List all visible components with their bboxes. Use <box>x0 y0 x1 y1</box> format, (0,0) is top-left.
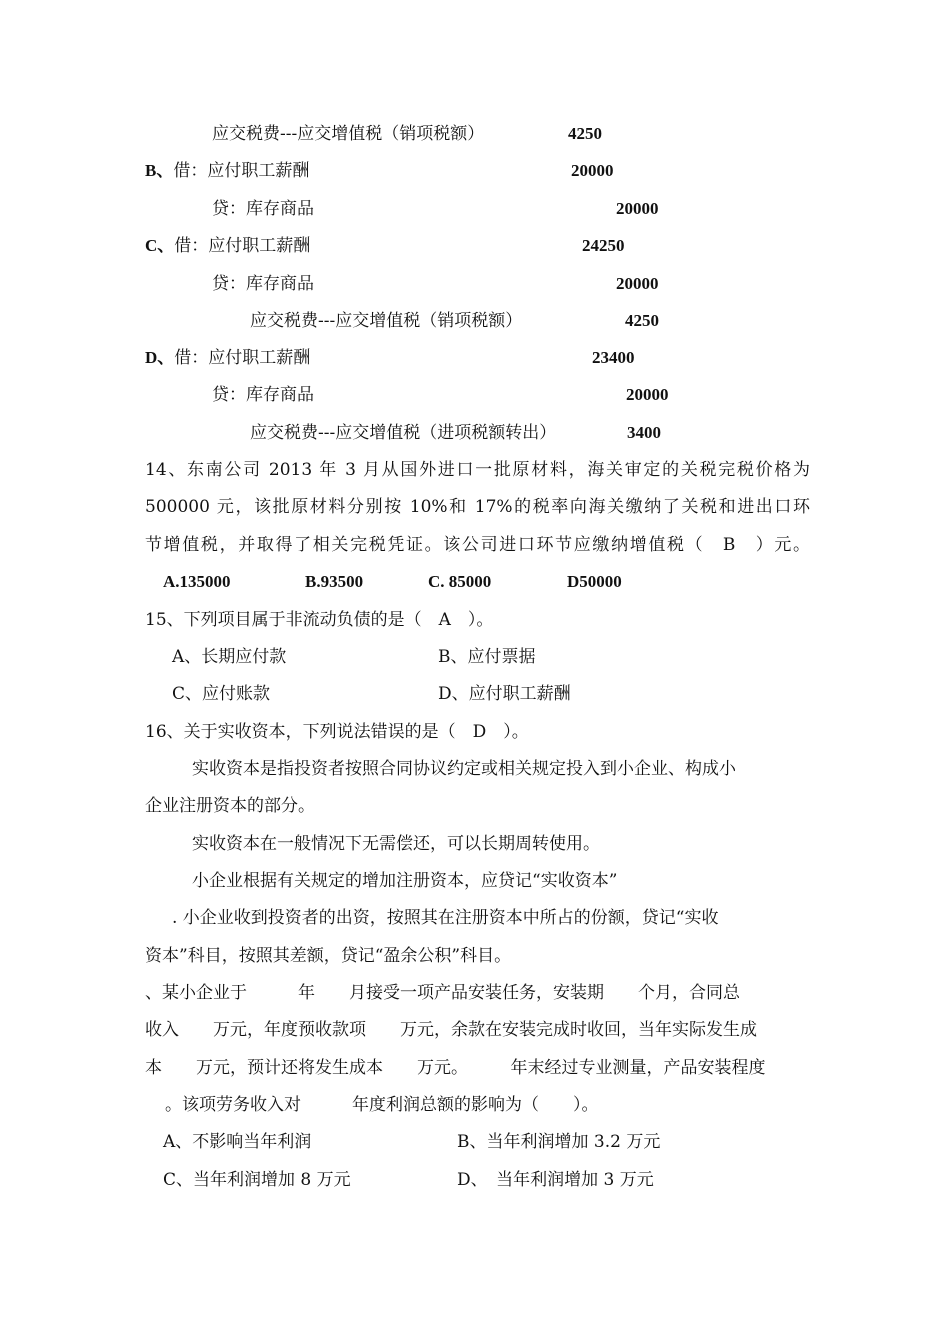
entry-amount: 3400 <box>627 423 661 442</box>
q15-option-b: B、应付票据 <box>438 647 536 667</box>
q16-stem: 16、关于实收资本，下列说法错误的是（ D ）。 <box>145 722 529 742</box>
entry-b-credit <box>212 198 314 220</box>
q14-line-3: 节增值税，并取得了相关完税凭证。该公司进口环节应缴纳增值税（ B ）元。 <box>145 535 810 555</box>
q15-stem: 15、下列项目属于非流动负债的是（ A ）。 <box>145 610 494 630</box>
q14-option-a: A.135000 <box>163 572 231 591</box>
option-label: B、 <box>145 161 174 180</box>
entry-a-credit-tax <box>212 123 484 145</box>
entry-text: 借：应付职工薪酬 <box>174 236 311 256</box>
entry-text: 贷：库存商品 <box>212 385 314 405</box>
q17-option-c: C、当年利润增加 8 万元 <box>163 1170 351 1190</box>
entry-d-debit <box>145 347 310 369</box>
q17-line-1: 、某小企业于 年 月接受一项产品安装任务，安装期 个月，合同总 <box>145 983 740 1003</box>
q17-option-d: D、 当年利润增加 3 万元 <box>457 1170 654 1190</box>
q14-option-d: D50000 <box>567 572 622 591</box>
entry-c-debit <box>145 235 310 257</box>
q14-line-2: 500000 元，该批原材料分别按 10%和 17%的税率向海关缴纳了关税和进出口环 <box>145 497 810 517</box>
entry-c-credit-tax <box>250 310 522 332</box>
entry-text: 应交税费---应交增值税（销项税额） <box>250 311 523 331</box>
q17-line-2: 收入 万元，年度预收款项 万元，余款在安装完成时收回，当年实际发生成 <box>145 1020 757 1040</box>
entry-amount: 20000 <box>616 199 659 218</box>
entry-d-credit <box>212 384 314 406</box>
q16-statement-b: 实收资本在一般情况下无需偿还，可以长期周转使用。 <box>192 834 600 854</box>
q16-statement-d-line-2: 资本”科目，按照其差额，贷记“盈余公积”科目。 <box>145 946 512 966</box>
entry-amount: 20000 <box>571 161 614 180</box>
q14-option-c: C. 85000 <box>428 572 492 591</box>
q17-option-b: B、当年利润增加 3.2 万元 <box>457 1132 661 1152</box>
entry-text: 借：应付职工薪酬 <box>173 161 310 181</box>
entry-text: 应交税费---应交增值税（进项税额转出） <box>250 423 557 443</box>
option-label: C、 <box>145 236 175 255</box>
q14-option-b: B.93500 <box>305 572 364 591</box>
q16-statement-d-line-1: . 小企业收到投资者的出资，按照其在注册资本中所占的份额，贷记“实收 <box>172 908 719 928</box>
q16-statement-a-line-1: 实收资本是指投资者按照合同协议约定或相关规定投入到小企业、构成小 <box>192 759 736 779</box>
entry-b-debit <box>145 160 309 182</box>
q16-statement-c: 小企业根据有关规定的增加注册资本，应贷记“实收资本” <box>192 871 618 891</box>
entry-text: 贷：库存商品 <box>212 199 314 219</box>
entry-amount: 4250 <box>568 124 602 143</box>
q15-option-c: C、应付账款 <box>172 684 271 704</box>
q17-line-3: 本 万元，预计还将发生成本 万元。 年末经过专业测量，产品安装程度 <box>145 1058 766 1078</box>
entry-text: 应交税费---应交增值税（销项税额） <box>212 124 485 144</box>
q15-option-a: A、长期应付款 <box>172 647 287 667</box>
q14-line-1: 14、东南公司 2013 年 3 月从国外进口一批原材料，海关审定的关税完税价格为 <box>145 460 810 480</box>
entry-text: 贷：库存商品 <box>212 274 314 294</box>
entry-amount: 20000 <box>626 385 669 404</box>
q17-line-4: 。该项劳务收入对 年度利润总额的影响为（ ）。 <box>165 1095 599 1115</box>
entry-amount: 23400 <box>592 348 635 367</box>
entry-amount: 24250 <box>582 236 625 255</box>
q15-option-d: D、应付职工薪酬 <box>438 684 571 704</box>
q17-option-a: A、不影响当年利润 <box>163 1132 312 1152</box>
entry-d-credit-tax <box>250 422 556 444</box>
q16-statement-a-line-2: 企业注册资本的部分。 <box>145 796 315 816</box>
entry-amount: 4250 <box>625 311 659 330</box>
option-label: D、 <box>145 348 175 367</box>
entry-text: 借：应付职工薪酬 <box>174 348 311 368</box>
entry-c-credit <box>212 273 314 295</box>
entry-amount: 20000 <box>616 274 659 293</box>
